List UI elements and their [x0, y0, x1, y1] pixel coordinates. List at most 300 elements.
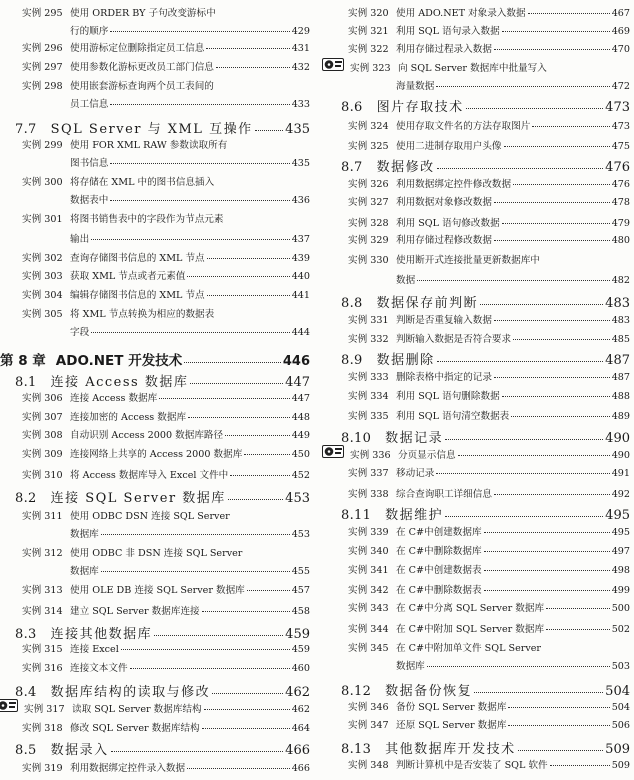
page-number: 500: [611, 603, 630, 614]
entry-label: 实例 337: [348, 468, 389, 479]
right-column: [326, 0, 630, 780]
entry-title: 判断是否重复输入数据: [396, 315, 492, 326]
entry-title: 使用二进制存取用户头像: [396, 141, 502, 152]
entry-label: 实例 330: [348, 255, 389, 266]
page-number: 466: [291, 763, 310, 774]
page-number: 440: [291, 271, 310, 282]
toc-entry: [0, 268, 310, 282]
page-number: 429: [291, 26, 310, 37]
entry-title: 数据: [396, 275, 416, 286]
entry-label: 实例 297: [22, 62, 63, 73]
toc-entry: [326, 369, 630, 383]
dot-leader: [206, 48, 289, 49]
entry-title: 数据维护: [385, 508, 444, 523]
entry-title: 数据库: [70, 529, 99, 540]
page-number: 462: [291, 704, 310, 715]
toc-section: [0, 371, 310, 390]
page-number: 489: [611, 411, 630, 422]
toc-section: [326, 156, 630, 175]
page-number: 492: [611, 489, 630, 500]
dot-leader: [212, 693, 283, 694]
entry-title: 数据表中: [70, 195, 109, 206]
dot-leader: [101, 534, 290, 535]
toc-entry-continuation: [326, 658, 630, 672]
page-number: 467: [611, 8, 630, 19]
toc-entry: [0, 211, 310, 225]
toc-entry: [326, 60, 630, 74]
page-number: 479: [611, 218, 630, 229]
entry-title: 利用数据对象修改数据: [396, 197, 492, 208]
page-number: 491: [611, 468, 630, 479]
entry-label: 实例 322: [348, 44, 389, 55]
page-number: 499: [611, 585, 630, 596]
toc-entry: [0, 545, 310, 559]
toc-entry: [0, 390, 310, 404]
dot-leader: [190, 383, 283, 384]
dot-leader: [207, 295, 290, 296]
page-number: 464: [291, 723, 310, 734]
dot-leader: [225, 435, 290, 436]
entry-title: 连接网络上共享的 Access 2000 数据库: [70, 449, 243, 460]
page-number: 490: [611, 450, 630, 461]
entry-title: 将图书销售表中的字段作为节点元素: [70, 214, 224, 225]
entry-title: 在 C#中删除数据库: [396, 546, 482, 557]
dot-leader: [188, 417, 290, 418]
dot-leader: [436, 86, 609, 87]
page-number: 480: [611, 235, 630, 246]
page-number: 503: [611, 661, 630, 672]
page-number: 476: [611, 179, 630, 190]
entry-label: 实例 335: [348, 411, 389, 422]
entry-title: 分页显示信息: [398, 450, 456, 461]
entry-title: 使用 ODBC 非 DSN 连接 SQL Server: [70, 548, 243, 559]
entry-label: 实例 302: [22, 253, 63, 264]
page-number: 483: [605, 296, 630, 311]
entry-label: 实例 295: [22, 8, 63, 19]
entry-label: 实例 325: [348, 141, 389, 152]
entry-title: ADO.NET 开发技术: [55, 353, 183, 369]
entry-title: 利用 SQL 语句修改数据: [396, 218, 500, 229]
toc-entry: [326, 23, 630, 37]
entry-label: 实例 298: [22, 81, 63, 92]
cd-icon: [322, 58, 344, 71]
dot-leader: [484, 570, 610, 571]
entry-label: 实例 323: [350, 63, 391, 74]
page-number: 483: [611, 315, 630, 326]
entry-title: 在 C#中创建数据库: [396, 527, 482, 538]
entry-title: 连接 Access 数据库: [70, 393, 158, 404]
dot-leader: [216, 67, 290, 68]
toc-entry: [0, 306, 310, 320]
toc-entry: [0, 641, 310, 655]
entry-title: 获取 XML 节点或者元素值: [70, 271, 186, 282]
entry-title: 移动记录: [396, 468, 435, 479]
entry-label: 8.1: [15, 375, 37, 390]
entry-title: 自动识别 Access 2000 数据库路径: [70, 430, 224, 441]
dot-leader: [230, 475, 289, 476]
entry-label: 实例 306: [22, 393, 63, 404]
toc-entry-continuation: [0, 23, 310, 37]
toc-entry: [0, 508, 310, 522]
entry-label: 实例 329: [348, 235, 389, 246]
entry-label: 实例 319: [22, 763, 63, 774]
entry-label: 8.5: [15, 743, 37, 758]
entry-title: 连接文本文件: [70, 663, 128, 674]
page-number: 435: [285, 122, 310, 137]
toc-entry: [326, 447, 630, 461]
entry-label: 8.11: [341, 508, 372, 523]
entry-label: 实例 346: [348, 702, 389, 713]
entry-label: 8.2: [15, 491, 37, 506]
toc-entry: [0, 409, 310, 423]
toc-entry: [326, 331, 630, 345]
dot-leader: [474, 692, 603, 693]
dot-leader: [130, 668, 290, 669]
entry-title: 使用断开式连接批量更新数据库中: [396, 255, 540, 266]
dot-leader: [247, 590, 290, 591]
entry-label: 第 8 章: [0, 353, 46, 369]
dot-leader: [110, 104, 289, 105]
page-number: 437: [291, 234, 310, 245]
toc-entry: [0, 660, 310, 674]
dot-leader: [546, 629, 610, 630]
entry-label: 实例 326: [348, 179, 389, 190]
toc-entry: [326, 600, 630, 614]
entry-title: 在 C#中创建数据表: [396, 565, 482, 576]
entry-title: 利用 SQL 语句清空数据表: [396, 411, 510, 422]
entry-title: 其他数据库开发技术: [385, 742, 516, 757]
dot-leader: [91, 239, 290, 240]
entry-label: 实例 348: [348, 760, 389, 771]
dot-leader: [445, 439, 603, 440]
dot-leader: [528, 13, 610, 14]
toc-entry: [326, 699, 630, 713]
dot-leader: [508, 707, 609, 708]
dot-leader: [513, 339, 610, 340]
entry-title: 连接 Excel: [70, 644, 119, 655]
toc-section: [326, 96, 630, 115]
dot-leader: [110, 200, 289, 201]
page-number: 436: [291, 195, 310, 206]
entry-label: 实例 296: [22, 43, 63, 54]
entry-title: 综合查询职工详细信息: [396, 489, 492, 500]
toc-entry-continuation: [0, 192, 310, 206]
toc-entry: [326, 252, 630, 266]
dot-leader: [110, 31, 289, 32]
dot-leader: [494, 320, 610, 321]
toc-entry: [0, 427, 310, 441]
entry-title: 数据录入: [50, 743, 109, 758]
page-number: 497: [611, 546, 630, 557]
dot-leader: [484, 590, 610, 591]
entry-title: 查询存储图书信息的 XML 节点: [70, 253, 205, 264]
entry-label: 实例 345: [348, 643, 389, 654]
page-number: 487: [605, 353, 630, 368]
entry-title: 利用存储过程录入数据: [396, 44, 492, 55]
entry-label: 8.7: [341, 160, 363, 175]
entry-title: 利用存储过程修改数据: [396, 235, 492, 246]
entry-label: 实例 338: [348, 489, 389, 500]
dot-leader: [480, 304, 603, 305]
toc-entry: [0, 59, 310, 73]
entry-title: 连接 SQL Server 数据库: [50, 491, 226, 506]
entry-label: 实例 304: [22, 290, 63, 301]
entry-label: 实例 333: [348, 372, 389, 383]
dot-leader: [204, 709, 290, 710]
page-number: 458: [291, 606, 310, 617]
toc-entry: [326, 194, 630, 208]
entry-title: 连接 Access 数据库: [50, 375, 189, 390]
dot-leader: [466, 108, 604, 109]
page-number: 488: [611, 391, 630, 402]
page-number: 446: [282, 354, 310, 369]
dot-leader: [159, 398, 289, 399]
page-number: 462: [285, 685, 310, 700]
page-number: 490: [605, 431, 630, 446]
entry-title: 利用 SQL 语句录入数据: [396, 26, 500, 37]
dot-leader: [511, 416, 609, 417]
entry-title: 读取 SQL Server 数据库结构: [72, 704, 202, 715]
page-number: 473: [611, 121, 630, 132]
dot-leader: [445, 516, 603, 517]
page-number: 476: [605, 160, 630, 175]
toc-entry: [326, 176, 630, 190]
entry-title: 在 C#中附加 SQL Server 数据库: [396, 624, 545, 635]
entry-label: 实例 303: [22, 271, 63, 282]
page-number: 433: [291, 99, 310, 110]
dot-leader: [101, 571, 290, 572]
entry-label: 7.7: [15, 122, 37, 137]
page-number: 460: [291, 663, 310, 674]
entry-title: 使用 OLE DB 连接 SQL Server 数据库: [70, 585, 245, 596]
entry-label: 实例 320: [348, 8, 389, 19]
entry-label: 实例 347: [348, 720, 389, 731]
page-number: 453: [291, 529, 310, 540]
toc-entry: [326, 41, 630, 55]
toc-entry: [326, 562, 630, 576]
entry-label: 实例 309: [22, 449, 63, 460]
entry-title: 利用 SQL 语句删除数据: [396, 391, 500, 402]
entry-label: 实例 308: [22, 430, 63, 441]
page-number: 448: [291, 412, 310, 423]
toc-entry: [326, 465, 630, 479]
page-number: 466: [285, 743, 310, 758]
toc-entry: [326, 640, 630, 654]
entry-label: 实例 331: [348, 315, 389, 326]
dot-leader: [187, 276, 289, 277]
dot-leader: [427, 666, 610, 667]
dot-leader: [546, 608, 610, 609]
entry-label: 实例 313: [22, 585, 63, 596]
dot-leader: [494, 494, 610, 495]
page-number: 475: [611, 141, 630, 152]
toc-entry-continuation: [0, 563, 310, 577]
entry-title: 连接其他数据库: [50, 627, 153, 642]
entry-label: 实例 341: [348, 565, 389, 576]
dot-leader: [121, 649, 290, 650]
toc-entry-continuation: [0, 155, 310, 169]
entry-label: 8.13: [341, 742, 372, 757]
entry-label: 8.6: [341, 100, 363, 115]
cd-icon: [322, 445, 344, 458]
dot-leader: [110, 163, 289, 164]
toc-entry: [326, 5, 630, 19]
dot-leader: [502, 31, 610, 32]
toc-section: [0, 487, 310, 506]
dot-leader: [417, 280, 610, 281]
page-number: 459: [285, 627, 310, 642]
page-number: 509: [611, 760, 630, 771]
toc-section: [326, 680, 630, 699]
entry-label: 实例 315: [22, 644, 63, 655]
toc-entry-continuation: [0, 324, 310, 338]
entry-label: 实例 340: [348, 546, 389, 557]
entry-title: 使用参数化游标更改员工部门信息: [70, 62, 214, 73]
entry-title: 建立 SQL Server 数据库连接: [70, 606, 200, 617]
toc-section: [326, 504, 630, 523]
entry-title: 数据库: [396, 661, 425, 672]
toc-entry-continuation: [326, 272, 630, 286]
toc-entry-continuation: [0, 231, 310, 245]
page-number: 470: [611, 44, 630, 55]
cd-icon: [0, 699, 18, 712]
entry-label: 8.12: [341, 684, 372, 699]
entry-title: 编辑存储图书信息的 XML 节点: [70, 290, 205, 301]
entry-label: 实例 321: [348, 26, 389, 37]
dot-leader: [111, 751, 284, 752]
toc-section: [326, 292, 630, 311]
toc-entry: [326, 757, 630, 771]
toc-section: [0, 623, 310, 642]
dot-leader: [550, 765, 610, 766]
dot-leader: [154, 635, 283, 636]
toc-entry: [0, 701, 310, 715]
entry-title: 输出: [70, 234, 90, 245]
page-number: 495: [605, 508, 630, 523]
page-number: 449: [291, 430, 310, 441]
entry-title: 数据库结构的读取与修改: [50, 685, 211, 700]
dot-leader: [202, 611, 290, 612]
toc-entry: [0, 582, 310, 596]
entry-label: 实例 299: [22, 140, 63, 151]
entry-title: 数据库: [70, 566, 99, 577]
page-number: 469: [611, 26, 630, 37]
entry-label: 实例 343: [348, 603, 389, 614]
dot-leader: [184, 362, 281, 363]
page-number: 473: [605, 100, 630, 115]
entry-label: 实例 332: [348, 334, 389, 345]
entry-title: 字段: [70, 327, 90, 338]
entry-label: 实例 300: [22, 177, 63, 188]
dot-leader: [437, 168, 604, 169]
entry-title: SQL Server 与 XML 互操作: [50, 122, 253, 137]
entry-title: 在 C#中分离 SQL Server 数据库: [396, 603, 545, 614]
page-number: 439: [291, 253, 310, 264]
entry-title: 员工信息: [70, 99, 109, 110]
toc-entry: [0, 5, 310, 19]
entry-label: 实例 342: [348, 585, 389, 596]
entry-title: 利用数据绑定控件录入数据: [70, 763, 186, 774]
dot-leader: [494, 377, 610, 378]
dot-leader: [437, 361, 604, 362]
page-number: 498: [611, 565, 630, 576]
entry-label: 实例 311: [22, 511, 63, 522]
entry-title: 使用 ADO.NET 对象录入数据: [396, 8, 526, 19]
entry-title: 将存储在 XML 中的图书信息插入: [70, 177, 215, 188]
page-number: 485: [611, 334, 630, 345]
toc-entry: [326, 408, 630, 422]
entry-label: 8.4: [15, 685, 37, 700]
dot-leader: [502, 396, 610, 397]
page-number: 459: [291, 644, 310, 655]
entry-title: 数据修改: [376, 160, 435, 175]
page-number: 506: [611, 720, 630, 731]
entry-title: 数据删除: [376, 353, 435, 368]
entry-title: 行的顺序: [70, 26, 109, 37]
page-number: 447: [291, 393, 310, 404]
toc-entry: [326, 232, 630, 246]
dot-leader: [207, 258, 290, 259]
entry-label: 实例 334: [348, 391, 389, 402]
page-number: 504: [605, 684, 630, 699]
entry-title: 判断输入数据是否符合要求: [396, 334, 512, 345]
toc-entry: [326, 543, 630, 557]
page-number: 450: [291, 449, 310, 460]
toc-chapter: [0, 349, 310, 369]
entry-title: 使用 ODBC DSN 连接 SQL Server: [70, 511, 230, 522]
dot-leader: [532, 126, 609, 127]
dot-leader: [187, 768, 290, 769]
toc-entry: [0, 174, 310, 188]
toc-section: [0, 681, 310, 700]
entry-title: 数据记录: [385, 431, 444, 446]
toc-entry: [0, 446, 310, 460]
page-number: 444: [291, 327, 310, 338]
entry-label: 实例 344: [348, 624, 389, 635]
entry-label: 8.3: [15, 627, 37, 642]
page-number: 447: [285, 375, 310, 390]
entry-title: 数据保存前判断: [376, 296, 479, 311]
entry-label: 实例 328: [348, 218, 389, 229]
dot-leader: [502, 223, 610, 224]
entry-label: 实例 317: [24, 704, 65, 715]
page-number: 495: [611, 527, 630, 538]
dot-leader: [91, 332, 290, 333]
toc-entry: [326, 717, 630, 731]
toc-entry-continuation: [326, 78, 630, 92]
entry-label: 实例 316: [22, 663, 63, 674]
entry-label: 实例 336: [350, 450, 391, 461]
toc-entry: [0, 603, 310, 617]
toc-entry: [0, 467, 310, 481]
dot-leader: [494, 240, 610, 241]
dot-leader: [513, 184, 610, 185]
entry-title: 将 Access 数据库导入 Excel 文件中: [70, 470, 229, 481]
dot-leader: [518, 750, 604, 751]
dot-leader: [494, 202, 610, 203]
left-column: [0, 0, 310, 780]
entry-title: 还原 SQL Server 数据库: [396, 720, 507, 731]
dot-leader: [202, 728, 290, 729]
entry-label: 8.8: [341, 296, 363, 311]
entry-label: 实例 301: [22, 214, 63, 225]
dot-leader: [436, 473, 609, 474]
toc-entry: [326, 138, 630, 152]
entry-label: 实例 339: [348, 527, 389, 538]
toc-entry: [326, 486, 630, 500]
entry-title: 海量数据: [396, 81, 435, 92]
entry-title: 图书信息: [70, 158, 109, 169]
